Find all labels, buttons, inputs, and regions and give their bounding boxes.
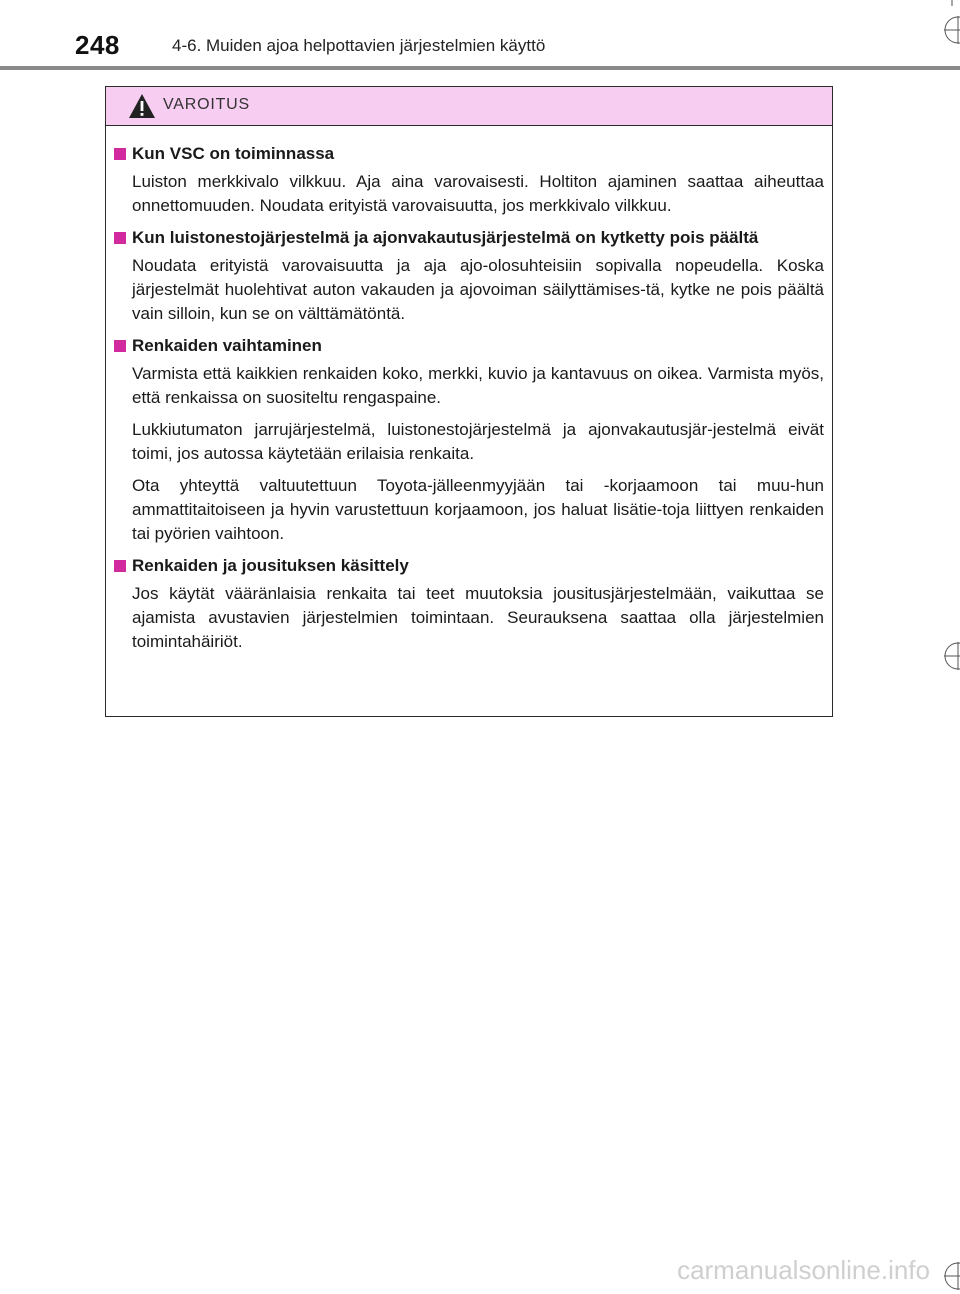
warning-box xyxy=(105,86,833,717)
warning-label: VAROITUS xyxy=(163,96,251,113)
warning-item xyxy=(114,554,824,654)
section-title: 4-6. Muiden ajoa helpottavien järjestelmien käyttö xyxy=(172,36,546,55)
item-heading xyxy=(114,226,824,250)
item-paragraph: Jos käytät vääränlaisia renkaita tai teet muutoksia jousitusjärjestelmään, vaikuttaa se ajamista avustavien järjestelmien toimintaan. Seurauksena saattaa olla järjestelmien toimintahäiriöt. xyxy=(132,584,824,651)
item-title-text: Renkaiden vaihtaminen xyxy=(132,336,322,355)
page-number: 248 xyxy=(75,30,120,60)
watermark: carmanualsonline.info xyxy=(677,1255,930,1285)
item-paragraph: Ota yhteyttä valtuutettuun Toyota-jälleenmyyjään tai -korjaamoon tai muu-hun ammattitaitoiseen ja hyvin varustettuun korjaamoon, jos haluat lisätie-toja liittyen renkaiden tai pyörien vaihtoon. xyxy=(132,476,824,543)
item-paragraph: Varmista että kaikkien renkaiden koko, merkki, kuvio ja kantavuus on oikea. Varmista myös, että renkaissa on suositeltu rengaspaine. xyxy=(132,364,824,407)
crop-mark-top-right-icon xyxy=(940,0,960,48)
warning-header xyxy=(106,87,832,126)
item-paragraph: Luiston merkkivalo vilkkuu. Aja aina varovaisesti. Holtiton ajaminen saattaa aiheuttaa onnettomuuden. Noudata erityistä varovaisuutta, jos merkkivalo vilkkuu. xyxy=(132,172,824,215)
item-title-text: Kun luistonestojärjestelmä ja ajonvakautusjärjestelmä on kytketty pois päältä xyxy=(132,228,759,247)
crop-mark-bottom-right-icon xyxy=(940,1256,960,1294)
item-heading xyxy=(114,554,824,578)
warning-item xyxy=(114,334,824,546)
bullet-square-icon xyxy=(114,232,126,244)
bullet-square-icon xyxy=(114,560,126,572)
warning-body xyxy=(106,126,832,654)
item-heading xyxy=(114,142,824,166)
item-heading xyxy=(114,334,824,358)
header-divider xyxy=(0,66,960,70)
bullet-square-icon xyxy=(114,148,126,160)
crop-mark-middle-right-icon xyxy=(940,636,960,676)
item-paragraph: Noudata erityistä varovaisuutta ja aja ajo-olosuhteisiin sopivalla nopeudella. Koska järjestelmät huolehtivat auton vakauden ja ajovoiman säilyttämises-tä, kytke ne pois päältä vain silloin, kun se on välttämätöntä. xyxy=(132,256,824,323)
bullet-square-icon xyxy=(114,340,126,352)
item-title-text: Kun VSC on toiminnassa xyxy=(132,144,335,163)
warning-triangle-icon xyxy=(128,93,156,124)
warning-item xyxy=(114,226,824,326)
warning-item xyxy=(114,142,824,218)
item-title-text: Renkaiden ja jousituksen käsittely xyxy=(132,556,409,575)
item-paragraph: Lukkiutumaton jarrujärjestelmä, luistonestojärjestelmä ja ajonvakautusjär-jestelmä eivät toimi, jos autossa käytetään erilaisia renkaita. xyxy=(132,420,824,463)
